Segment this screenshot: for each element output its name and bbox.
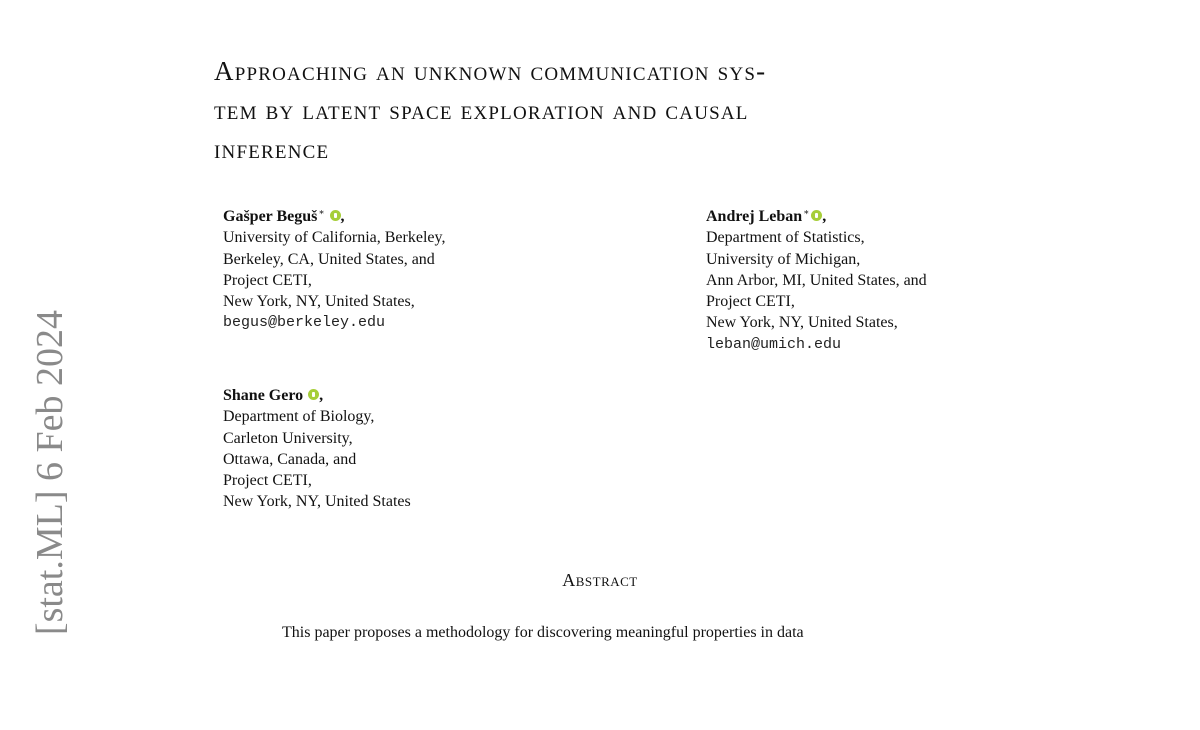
- affiliation-line: Ann Arbor, MI, United States, and: [706, 271, 927, 289]
- author-name: Gašper Beguš∗ ,: [223, 207, 345, 225]
- author-name: Andrej Leban∗ ,: [706, 207, 827, 225]
- title-line-3: inference: [214, 134, 330, 164]
- affiliation-line: Department of Biology,: [223, 408, 375, 426]
- affiliation-line: Project CETI,: [223, 271, 312, 289]
- author-name-text: Andrej Leban: [706, 208, 803, 225]
- affiliation-line: New York, NY, United States: [223, 493, 411, 511]
- author-name: Shane Gero ,: [223, 387, 324, 404]
- affiliation-line: Carleton University,: [223, 429, 353, 447]
- author-email[interactable]: leban@umich.edu: [706, 335, 842, 353]
- affiliation-line: Ottawa, Canada, and: [223, 450, 357, 468]
- affiliation-line: Department of Statistics,: [706, 229, 865, 247]
- affiliation-line: Project CETI,: [223, 472, 312, 490]
- abstract-heading: Abstract: [562, 570, 638, 590]
- affiliation-line: New York, NY, United States,: [223, 293, 415, 311]
- author-email[interactable]: begus@berkeley.edu: [223, 314, 386, 332]
- arxiv-stamp-text: [stat.ML] 6 Feb 2024: [29, 310, 71, 636]
- abstract-body: This paper proposes a methodology for discovering meaningful properties in data: [282, 624, 804, 641]
- equal-contribution-mark: ∗: [803, 207, 810, 217]
- orcid-icon[interactable]: [811, 210, 822, 221]
- affiliation-line: New York, NY, United States,: [706, 314, 898, 332]
- affiliation-line: Project CETI,: [706, 293, 795, 311]
- title-line-1: Approaching an unknown communication sys-: [214, 56, 767, 86]
- orcid-icon[interactable]: [330, 210, 341, 221]
- author-block-begus: [223, 202, 445, 334]
- equal-contribution-mark: ∗: [318, 207, 325, 217]
- title-line-2: tem by latent space exploration and causal: [214, 95, 749, 125]
- author-name-text: Gašper Beguš: [223, 208, 318, 225]
- affiliation-line: University of California, Berkeley,: [223, 229, 446, 247]
- author-name-text: Shane Gero: [223, 387, 304, 404]
- affiliation-line: Berkeley, CA, United States, and: [223, 250, 435, 268]
- author-block-leban: [706, 202, 927, 355]
- orcid-icon[interactable]: [308, 389, 319, 400]
- author-block-gero: [223, 385, 411, 513]
- paper-title: [214, 52, 1004, 169]
- affiliation-line: University of Michigan,: [706, 250, 861, 268]
- arxiv-identifier-stamp: [26, 310, 74, 730]
